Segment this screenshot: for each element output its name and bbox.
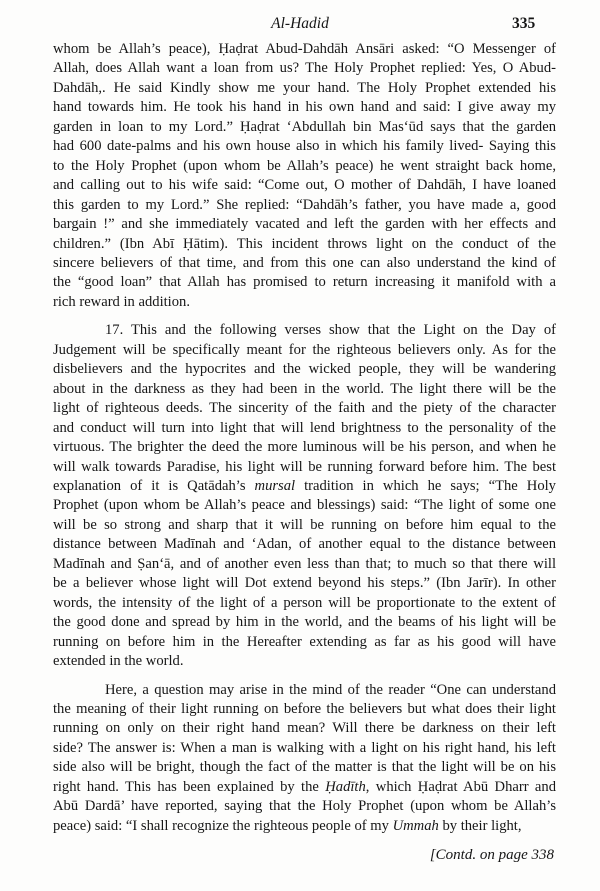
- text-line: had 600 date-palms and his own house also in which his family lived- Saying this: [53, 138, 556, 155]
- text-line: will be so strong and sharp that it will be running on before him equal to the: [53, 516, 556, 533]
- text-line: side also will be bright, though the fact of the matter is that the light will be on his: [53, 759, 556, 776]
- text-line: right hand. This has been explained by the Ḥadīth, which Ḥaḍrat Abū Dharr and: [53, 778, 556, 795]
- text-line: about in the darkness as they had been in the world. The light there will be the: [53, 380, 556, 397]
- italic-term: mursal: [254, 477, 296, 494]
- text-line: virtuous. The brighter the deed the more luminous will be his person, and when he: [53, 439, 556, 456]
- text-line: this garden to my Lord.” She replied: “Dahdāh’s father, you have made a, good: [53, 196, 556, 213]
- text-line: sincere believers of that time, and from this one can also understand the kind of: [53, 254, 556, 271]
- text-line: words, the intensity of the light of a person will be proportionate to the extent of: [53, 594, 556, 611]
- text-line: the good done and spread by him in the world, and the beams of his light will be: [53, 614, 556, 631]
- text-line: running on before him in the Hereafter extending as far as his good will have: [53, 633, 556, 650]
- running-title: Al-Hadid: [271, 15, 329, 32]
- page-number: 335: [512, 15, 536, 32]
- paragraph-2-note-17: [53, 321, 556, 671]
- text-line: be a believer whose light will Dot extend beyond his steps.” (Ibn Jarīr). In other: [53, 575, 556, 592]
- italic-term: Ḥadīth: [325, 778, 366, 795]
- text-line: hand towards him. He took his hand in his own hand and said: I give away my: [53, 99, 556, 116]
- text-line: side? The answer is: When a man is walking with a light on his right hand, his left: [53, 739, 556, 756]
- text-line: and calling out to his wife said: “Come out, O mother of Dahdāh, I have loaned: [53, 177, 556, 194]
- text-line: Judgement will be specifically meant for the righteous believers only. As for the: [53, 341, 556, 358]
- text-line: distance between Madīnah and ‘Adan, of another equal to the distance between: [53, 536, 556, 553]
- text-line: garden in loan to my Lord.” Ḥaḍrat ‘Abdullah bin Mas‘ūd says that the garden: [53, 118, 556, 135]
- paragraph-1: [53, 40, 556, 312]
- text-line: Abū Dardā’ have reported, saying that the Holy Prophet (upon whom be Allah’s: [53, 798, 556, 815]
- text-line: light of righteous deeds. The sincerity of the faith and the piety of the character: [53, 400, 556, 417]
- text-line: and conduct will turn into light that will lend brightness to the personality of the: [53, 419, 556, 436]
- text-line: the meaning of their light running on before the believers but what does their light: [53, 700, 556, 717]
- text-line: Allah, does Allah want a loan from us? The Holy Prophet replied: Yes, O Abud-: [53, 60, 556, 77]
- text-line: disbelievers and the hypocrites and the wicked people, they will be wandering: [53, 361, 556, 378]
- text-line: Here, a question may arise in the mind of the reader “One can understand: [105, 681, 556, 698]
- text-line: whom be Allah’s peace), Ḥaḍrat Abud-Dahdāh Ansāri asked: “O Messenger of: [53, 41, 556, 57]
- text-line: 17. This and the following verses show that the Light on the Day of: [105, 322, 556, 339]
- paragraph-3: [53, 681, 556, 837]
- italic-term: Ummah: [392, 817, 439, 834]
- text-line: to the Holy Prophet (upon whom be Allah’s peace) he went straight back home,: [53, 157, 556, 174]
- text-line: the “good loan” that Allah has promised to return increasing it manifold with a: [53, 274, 556, 291]
- text-line: extended in the world.: [53, 653, 184, 670]
- continuation-note: [Contd. on page 338: [429, 847, 554, 863]
- text-line: children.” (Ibn Abī Ḥātim). This incident throws light on the conduct of the: [53, 235, 556, 252]
- text-line: Prophet (upon whom be Allah’s peace and blessings) said: “The light of some one: [53, 497, 556, 514]
- text-line: peace) said: “I shall recognize the righteous people of my Ummah by their light,: [53, 817, 522, 834]
- text-line: rich reward in addition.: [53, 293, 190, 310]
- text-line: Madīnah and Ṣan‘ā, and of another even less than that; to much so that there will: [53, 555, 556, 572]
- body-text: [53, 40, 556, 836]
- text-line: bargain !” and she immediately vacated and left the garden with her effects and: [53, 216, 556, 233]
- text-line: running on only on their right hand mean? Will there be darkness on their left: [53, 720, 556, 737]
- text-line: will walk towards Paradise, his light will be running forward before him. The best: [53, 458, 556, 475]
- text-line: explanation of it is Qatādah’s mursal tradition in which he says; “The Holy: [53, 477, 556, 494]
- text-line: Dahdāh,. He said Kindly show me your hand. The Holy Prophet extended his: [53, 79, 556, 96]
